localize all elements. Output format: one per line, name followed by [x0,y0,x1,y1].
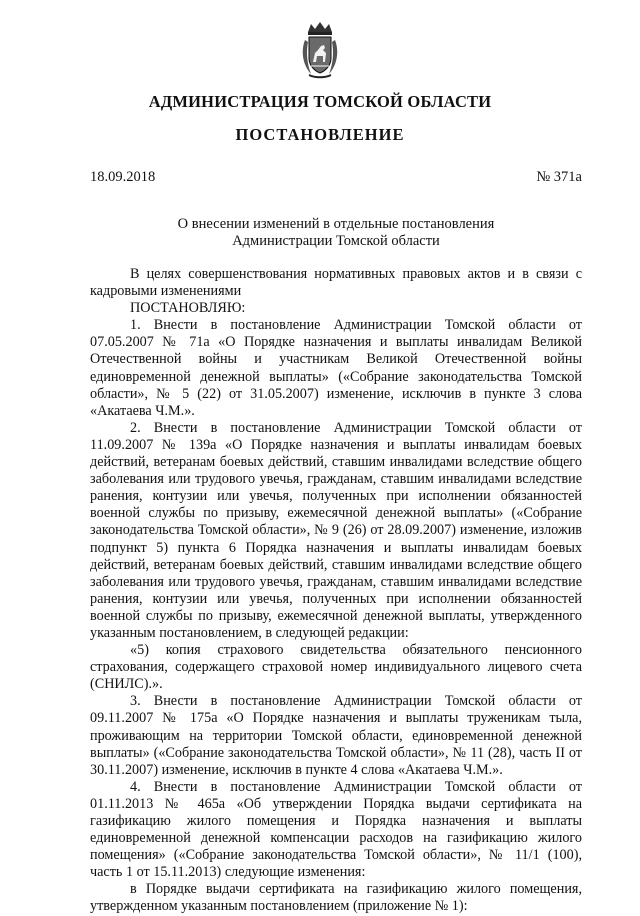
subject-line: О внесении изменений в отдельные постановления [177,216,495,232]
paragraph-4-sub: в Порядке выдачи сертификата на газификацию жилого помещения, утвержденном указанным постановлением (приложение № 1): [90,881,582,915]
organization-title: АДМИНИСТРАЦИЯ ТОМСКОЙ ОБЛАСТИ [148,92,492,111]
preamble-paragraph: В целях совершенствования нормативных правовых актов и в связи с кадровыми изменениями [90,266,582,300]
tomsk-region-coat-of-arms-icon [299,20,341,80]
paragraph-2-quote: «5) копия страхового свидетельства обязательного пенсионного страхования, содержащего страховой номер индивидуального лицевого счета (СНИЛС).». [90,642,582,693]
document-subject [90,216,582,250]
document-number: № 371а [536,169,582,185]
paragraph-2: 2. Внести в постановление Администрации Томской области от 11.09.2007 № 139а «О Порядке назначения и выплаты инвалидам боевых действий, ветеранам боевых действий, ставшим инвалидами вследствие общего заболевания или трудового увечья, гражданам, ставшим инвалидами вследствие ранения, контузии или увечья, полученных при исполнении обязанностей военной службы по призыву, ежемесячной денежной выплаты» («Собрание законодательства Томской области», № 9 (26) от 28.09.2007) изменение, изложив подпункт 5) пункта 6 Порядка назначения и выплаты инвалидам боевых действий, ветеранам боевых действий, ставшим инвалидами вследствие общего заболевания или трудового увечья, гражданам, ставшим инвалидами вследствие ранения, контузии или увечья, полученных при исполнении обязанностей военной службы по призыву, ежемесячной денежной выплаты, утвержденного указанным постановлением, в следующей редакции: [90,419,582,641]
subject-line: Администрации Томской области [232,233,440,249]
decree-word: ПОСТАНОВЛЯЮ: [130,300,246,317]
document-type-heading: ПОСТАНОВЛЕНИЕ [235,125,405,144]
paragraph-4: 4. Внести в постановление Администрации Томской области от 01.11.2013 № 465а «Об утверждении Порядка выдачи сертификата на газификацию жилого помещения и Порядка назначения и выплаты единовременной денежной компенсации расходов на газификацию жилого помещения» («Собрание законодательства Томской области», № 11/1 (100), часть 1 от 15.11.2013) следующие изменения: [90,778,582,881]
paragraph-1: 1. Внести в постановление Администрации Томской области от 07.05.2007 № 71а «О Порядке назначения и выплаты инвалидам Великой Отечественной войны и участникам Великой Отечественной войны единовременной денежной выплаты» («Собрание законодательства Томской области», № 5 (22) от 31.05.2007) изменение, исключив в пункте 3 слова «Акатаева Ч.М.». [90,317,582,419]
paragraph-3: 3. Внести в постановление Администрации Томской области от 09.11.2007 № 175а «О Порядке назначения и выплаты труженикам тыла, проживающим на территории Томской области, единовременной денежной выплаты» («Собрание законодательства Томской области», № 11 (28), часть II от 30.11.2007) изменение, исключив в пункте 4 слова «Акатаева Ч.М.». [90,693,582,778]
document-body [90,266,582,916]
document-date: 18.09.2018 [90,169,156,185]
